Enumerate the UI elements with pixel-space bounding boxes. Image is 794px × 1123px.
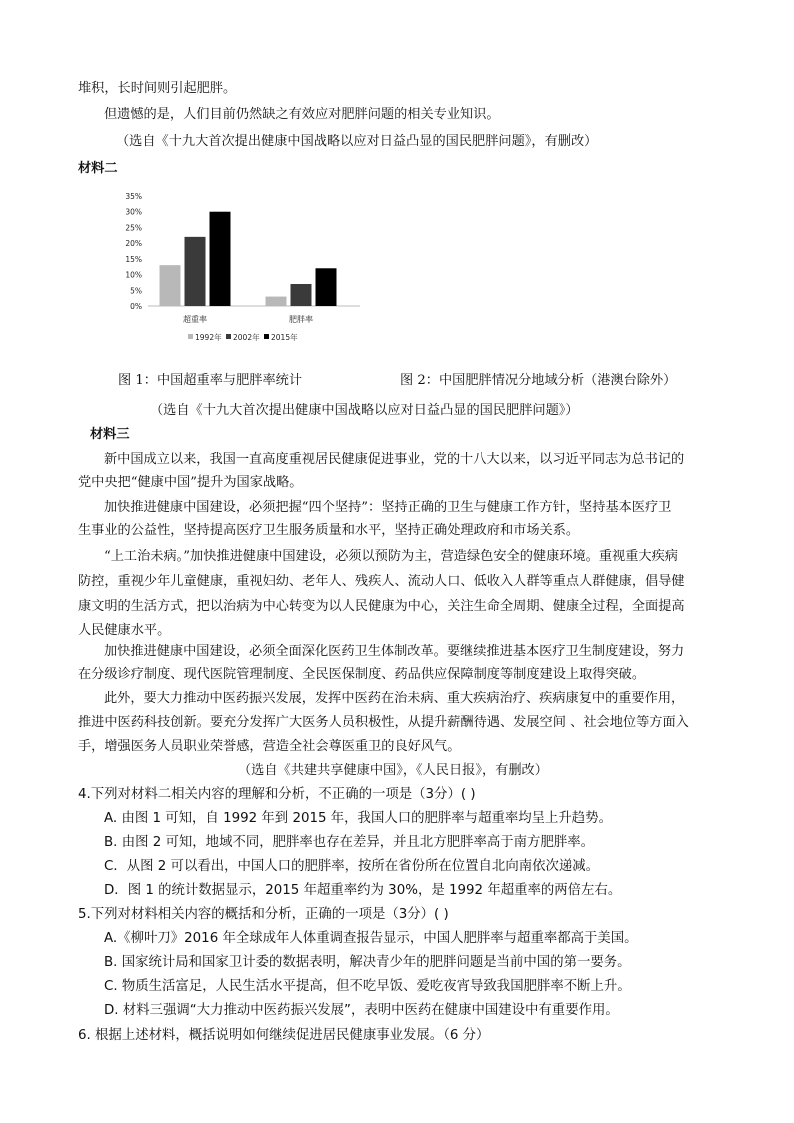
paragraph-line: 手，增强医务人员职业荣誉感，营造全社会尊医重卫的良好风气。: [78, 739, 461, 754]
y-tick-label: 35%: [125, 192, 142, 201]
legend-label: 1992年: [195, 333, 222, 342]
paragraph-line: 但遗憾的是，人们目前仍然缺之有效应对肥胖问题的相关专业知识。: [104, 107, 500, 122]
x-axis: [183, 314, 313, 324]
legend-swatch: [264, 334, 269, 339]
paragraph-line: 党中央把“健康中国”提升为国家战略。: [78, 475, 303, 490]
paragraph-line: 推进中医药科技创新。要充分发挥广大医务人员积极性，从提升薪酬待遇、发展空间 、社会地位等方面入: [78, 715, 689, 730]
source-citation: （选自《十九大首次提出健康中国战略以应对日益凸显的国民肥胖问题》，有删改）: [116, 134, 598, 149]
paragraph-line: 康文明的生活方式，把以治病为中心转变为以人民健康为中心，关注生命全周期、健康全过程，全面提高: [78, 599, 685, 614]
paragraph-line: 新中国成立以来，我国一直高度重视居民健康促进事业，党的十八大以来，以习近平同志为总书记的: [104, 452, 685, 467]
paragraph-line: 加快推进健康中国建设，必须全面深化医药卫生体制改革。要继续推进基本医疗卫生制度建设，努力: [104, 644, 685, 659]
figure1-caption: 图 1：中国超重率与肥胖率统计: [118, 373, 303, 388]
paragraph-line: 在分级诊疗制度、现代医院管理制度、全民医保制度、药品供应保障制度等制度建设上取得突破。: [78, 667, 646, 682]
x-tick-label: 肥胖率: [289, 315, 313, 324]
bar: [160, 265, 181, 306]
question-5-option-c[interactable]: C. 物质生活富足，人民生活水平提高，但不吃早饭、爱吃夜宵导致我国肥胖率不断上升。: [104, 979, 631, 994]
bar: [266, 297, 287, 306]
material2-heading: 材料二: [78, 161, 118, 176]
bar: [185, 237, 206, 306]
paragraph-line: 此外，要大力推动中医药振兴发展，发挥中医药在治未病、重大疾病治疗、疾病康复中的重要作用，: [104, 691, 685, 706]
y-tick-label: 30%: [125, 207, 142, 217]
paragraph-line: 堆积，长时间则引起肥胖。: [78, 81, 237, 96]
bar: [291, 284, 312, 306]
y-tick-label: 10%: [125, 270, 142, 280]
question-4-option-a[interactable]: A. 由图 1 可知，自 1992 年到 2015 年，我国人口的肥胖率与超重率均呈上升趋势。: [104, 811, 612, 826]
legend-swatch: [226, 334, 231, 339]
bar: [316, 268, 337, 306]
paragraph-line: “上工治未病。”加快推进健康中国建设，必须以预防为主，营造绿色安全的健康环境。重视重大疾病: [104, 549, 678, 564]
legend-swatch: [188, 334, 193, 339]
legend-label: 2015年: [271, 333, 298, 342]
bar: [210, 212, 231, 306]
question-5-stem: 5.下列对材料相关内容的概括和分析，正确的一项是（3分）( ): [78, 907, 449, 922]
paragraph-line: 人民健康水平。: [78, 623, 171, 638]
source-citation: （选自《共建共享健康中国》，《人民日报》，有删改）: [238, 763, 548, 778]
legend: [188, 332, 298, 342]
paragraph-line: 生事业的公益性，坚持提高医疗卫生服务质量和水平，坚持正确处理政府和市场关系。: [78, 523, 580, 538]
question-4-option-b[interactable]: B. 由图 2 可知，地域不同，肥胖率也存在差异，并且北方肥胖率高于南方肥胖率。: [104, 835, 595, 850]
figure2-caption: 图 2：中国肥胖情况分地域分析（港澳台除外）: [400, 373, 677, 388]
question-6-stem: 6. 根据上述材料，概括说明如何继续促进居民健康事业发展。（6 分）: [78, 1028, 490, 1043]
paragraph-line: 防控，重视少年儿童健康，重视妇幼、老年人、残疾人、流动人口、低收入人群等重点人群健康，倡导健: [78, 574, 685, 589]
figures-source: （选自《十九大首次提出健康中国战略以应对日益凸显的国民肥胖问题》）: [150, 403, 579, 418]
material3-heading: 材料三: [90, 427, 130, 442]
question-5-option-d[interactable]: D. 材料三强调“大力推动中医药振兴发展”，表明中医药在健康中国建设中有重要作用。: [104, 1003, 619, 1018]
y-tick-label: 20%: [125, 239, 142, 249]
y-tick-label: 15%: [125, 254, 142, 264]
question-5-option-a[interactable]: A.《柳叶刀》2016 年全球成年人体重调查报告显示，中国人肥胖率与超重率都高于美国。: [104, 931, 638, 946]
y-tick-label: 25%: [125, 223, 142, 233]
bars: [160, 212, 337, 306]
bar-chart: [110, 186, 370, 354]
paragraph-line: 加快推进健康中国建设，必须把握“四个坚持”：坚持正确的卫生与健康工作方针，坚持基本医疗卫: [104, 500, 672, 515]
question-4-option-c[interactable]: C．从图 2 可以看出，中国人口的肥胖率，按所在省份所在位置自北向南依次递减。: [104, 859, 600, 874]
question-5-option-b[interactable]: B. 国家统计局和国家卫计委的数据表明，解决青少年的肥胖问题是当前中国的第一要务。: [104, 955, 631, 970]
legend-label: 2002年: [233, 333, 260, 342]
y-tick-label: 0%: [130, 302, 142, 311]
question-4-option-d[interactable]: D．图 1 的统计数据显示，2015 年超重率约为 30%，是 1992 年超重率的两倍左右。: [104, 883, 622, 898]
y-tick-label: 5%: [130, 286, 142, 296]
question-4-stem: 4.下列对材料二相关内容的理解和分析，不正确的一项是（3分）( ): [78, 787, 476, 802]
x-tick-label: 超重率: [183, 315, 207, 324]
